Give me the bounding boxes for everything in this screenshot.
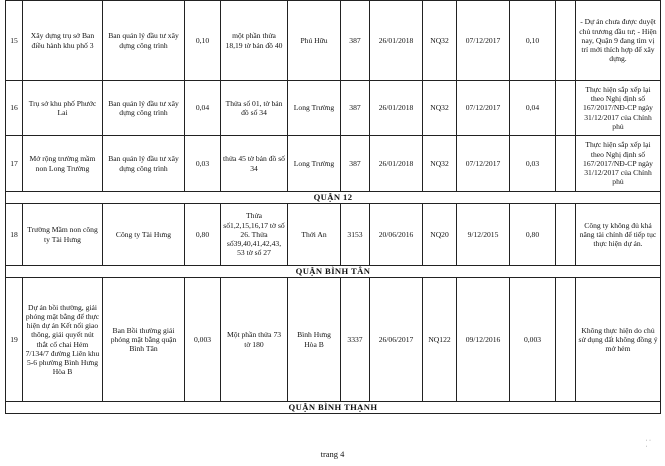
project-name: Trụ sở khu phố Phước Lai — [23, 81, 103, 136]
note: - Dự án chưa được duyệt chủ trương đầu tư; - Hiện nay, Quận 9 đang tìm vị trí mới thích hợp để xây dựng. — [576, 1, 661, 81]
ward-name: Phú Hữu — [288, 1, 341, 81]
project-owner: Ban quản lý đầu tư xây dựng công trình — [103, 81, 185, 136]
row-stt: 17 — [6, 136, 23, 192]
blank-cell — [556, 1, 576, 81]
area-recall: 0,10 — [510, 1, 556, 81]
project-name: Trường Mầm non công ty Tài Hưng — [23, 204, 103, 266]
area-ha: 0,10 — [185, 1, 221, 81]
section-header-row — [6, 402, 661, 414]
decision-date: 26/01/2018 — [370, 136, 423, 192]
project-name: Mở rộng trường mầm non Long Trường — [23, 136, 103, 192]
area-recall: 0,03 — [510, 136, 556, 192]
table-row — [6, 278, 661, 402]
resolution-date: 9/12/2015 — [457, 204, 510, 266]
note: Thực hiện sắp xếp lại theo Nghị định số 167/2017/NĐ-CP ngày 31/12/2017 của Chính phủ — [576, 81, 661, 136]
decision-number: 387 — [341, 1, 370, 81]
resolution-date: 07/12/2017 — [457, 1, 510, 81]
project-owner: Ban quản lý đầu tư xây dựng công trình — [103, 1, 185, 81]
area-recall: 0,003 — [510, 278, 556, 402]
ward-name: Bình Hưng Hòa B — [288, 278, 341, 402]
section-title: QUẬN BÌNH TÂN — [6, 266, 661, 278]
resolution-code: NQ20 — [423, 204, 457, 266]
decision-date: 26/06/2017 — [370, 278, 423, 402]
page-number: trang 4 — [320, 449, 345, 459]
blank-cell — [556, 278, 576, 402]
decision-date: 26/01/2018 — [370, 81, 423, 136]
section-header-row — [6, 192, 661, 204]
note: Công ty không đủ khả năng tài chính để tiếp tục thực hiện dự án. — [576, 204, 661, 266]
section-header-row — [6, 266, 661, 278]
scan-specks: · · · — [645, 438, 651, 450]
resolution-code: NQ32 — [423, 136, 457, 192]
parcel-info: Một phần thửa 73 tờ 180 — [221, 278, 288, 402]
area-ha: 0,003 — [185, 278, 221, 402]
project-table — [5, 0, 661, 414]
decision-number: 3337 — [341, 278, 370, 402]
table-row — [6, 1, 661, 81]
project-name: Dự án bồi thường, giải phóng mặt bằng để thực hiện dự án Kết nối giao thông, giải quyết nút thắt cổ chai Hẻm 7/134/7 đường Liên khu 5-6 phường Bình Hưng Hòa B — [23, 278, 103, 402]
ward-name: Thới An — [288, 204, 341, 266]
parcel-info: một phần thửa 18,19 tờ bản đồ 40 — [221, 1, 288, 81]
section-title: QUẬN BÌNH THẠNH — [6, 402, 661, 414]
project-owner: Công ty Tài Hưng — [103, 204, 185, 266]
parcel-info: Thửa số1,2,15,16,17 tờ số 26. Thửa số39,40,41,42,43, 53 tờ số 27 — [221, 204, 288, 266]
ward-name: Long Trường — [288, 81, 341, 136]
blank-cell — [556, 81, 576, 136]
decision-date: 20/06/2016 — [370, 204, 423, 266]
section-title: QUẬN 12 — [6, 192, 661, 204]
area-ha: 0,80 — [185, 204, 221, 266]
parcel-info: thửa 45 tờ bản đồ số 34 — [221, 136, 288, 192]
table-row — [6, 136, 661, 192]
ward-name: Long Trường — [288, 136, 341, 192]
row-stt: 18 — [6, 204, 23, 266]
area-ha: 0,03 — [185, 136, 221, 192]
area-ha: 0,04 — [185, 81, 221, 136]
resolution-date: 07/12/2017 — [457, 81, 510, 136]
table-row — [6, 81, 661, 136]
row-stt: 19 — [6, 278, 23, 402]
parcel-info: Thửa số 01, tờ bản đồ số 34 — [221, 81, 288, 136]
project-owner: Ban Bồi thường giải phóng mặt bằng quận Bình Tân — [103, 278, 185, 402]
project-owner: Ban quản lý đầu tư xây dựng công trình — [103, 136, 185, 192]
resolution-code: NQ32 — [423, 81, 457, 136]
blank-cell — [556, 204, 576, 266]
resolution-code: NQ32 — [423, 1, 457, 81]
decision-number: 3153 — [341, 204, 370, 266]
resolution-date: 07/12/2017 — [457, 136, 510, 192]
resolution-code: NQ122 — [423, 278, 457, 402]
decision-number: 387 — [341, 136, 370, 192]
blank-cell — [556, 136, 576, 192]
area-recall: 0,80 — [510, 204, 556, 266]
note: Thực hiện sắp xếp lại theo Nghị định số 167/2017/NĐ-CP ngày 31/12/2017 của Chính phủ — [576, 136, 661, 192]
row-stt: 15 — [6, 1, 23, 81]
area-recall: 0,04 — [510, 81, 556, 136]
table-row — [6, 204, 661, 266]
decision-date: 26/01/2018 — [370, 1, 423, 81]
decision-number: 387 — [341, 81, 370, 136]
resolution-date: 09/12/2016 — [457, 278, 510, 402]
project-name: Xây dựng trụ sở Ban điều hành khu phố 3 — [23, 1, 103, 81]
row-stt: 16 — [6, 81, 23, 136]
note: Không thực hiện do chủ sử dụng đất không đồng ý mở hẻm — [576, 278, 661, 402]
